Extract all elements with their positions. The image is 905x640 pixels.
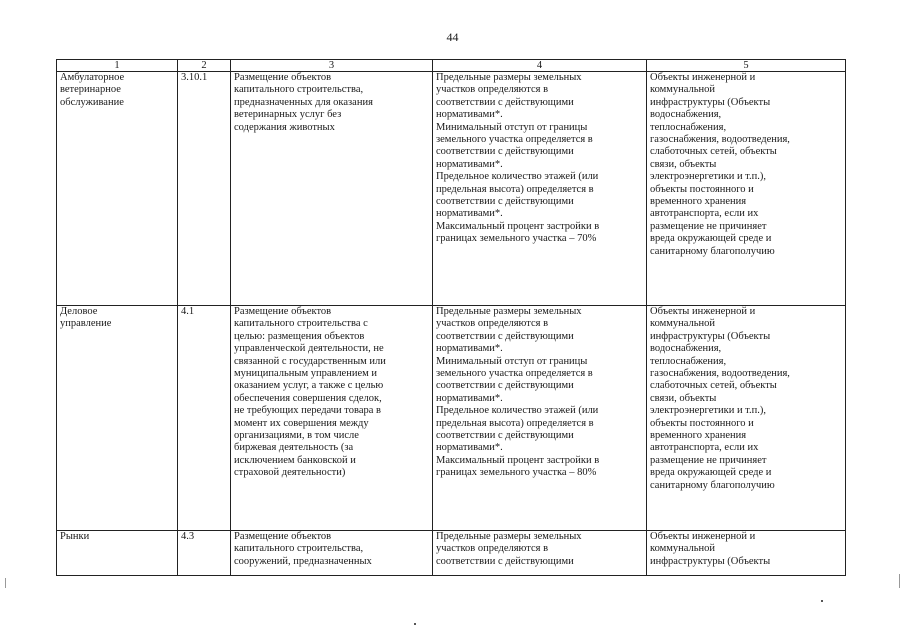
parameters-cell: Предельные размеры земельных участков определяются в соответствии с действующими <box>433 531 647 576</box>
scan-speck <box>899 574 900 588</box>
use-description-cell: Размещение объектов капитального строительства, предназначенных для оказания ветеринарных услуг без содержания животных <box>231 72 433 306</box>
use-name-cell: Деловое управление <box>57 306 178 531</box>
zoning-table <box>56 59 846 576</box>
table-header-row <box>57 60 846 72</box>
use-description-cell: Размещение объектов капитального строительства с целью: размещения объектов управленческой деятельности, не связанной с государственным или муниципальным управлением и оказанием услуг, а также с целью обеспечения совершения сделок, не требующих передачи товара в момент их совершения между организациями, в том числе биржевая деятельность (за исключением банковской и страховой деятельности) <box>231 306 433 531</box>
column-header-2: 2 <box>178 60 231 72</box>
use-code-cell: 4.1 <box>178 306 231 531</box>
auxiliary-uses-cell: Объекты инженерной и коммунальной инфраструктуры (Объекты водоснабжения, теплоснабжения, газоснабжения, водоотведения, слаботочных сетей, объекты связи, объекты электроэнергетики и т.п.), объекты постоянного и временного хранения автотранспорта, если их размещение не причиняет вреда окружающей среде и санитарному благополучию <box>647 306 846 531</box>
parameters-cell: Предельные размеры земельных участков определяются в соответствии с действующими нормативами*. Минимальный отступ от границы земельного участка определяется в соответствии с действующими нормативами*. Предельное количество этажей (или предельная высота) определяется в соответствии с действующими нормативами*. Максимальный процент застройки в границах земельного участка – 70% <box>433 72 647 306</box>
column-header-3: 3 <box>231 60 433 72</box>
column-header-5: 5 <box>647 60 846 72</box>
use-name-cell: Амбулаторное ветеринарное обслуживание <box>57 72 178 306</box>
table-row <box>57 72 846 306</box>
parameters-cell: Предельные размеры земельных участков определяются в соответствии с действующими нормативами*. Минимальный отступ от границы земельного участка определяется в соответствии с действующими нормативами*. Предельное количество этажей (или предельная высота) определяется в соответствии с действующими нормативами*. Максимальный процент застройки в границах земельного участка – 80% <box>433 306 647 531</box>
table-row <box>57 531 846 576</box>
use-name-cell: Рынки <box>57 531 178 576</box>
column-header-1: 1 <box>57 60 178 72</box>
column-header-4: 4 <box>433 60 647 72</box>
use-description-cell: Размещение объектов капитального строительства, сооружений, предназначенных <box>231 531 433 576</box>
auxiliary-uses-cell: Объекты инженерной и коммунальной инфраструктуры (Объекты водоснабжения, теплоснабжения, газоснабжения, водоотведения, слаботочных сетей, объекты связи, объекты электроэнергетики и т.п.), объекты постоянного и временного хранения автотранспорта, если их размещение не причиняет вреда окружающей среде и санитарному благополучию <box>647 72 846 306</box>
use-code-cell: 4.3 <box>178 531 231 576</box>
scan-speck <box>5 578 6 588</box>
auxiliary-uses-cell: Объекты инженерной и коммунальной инфраструктуры (Объекты <box>647 531 846 576</box>
use-code-cell: 3.10.1 <box>178 72 231 306</box>
table-row <box>57 306 846 531</box>
scan-speck <box>414 623 416 625</box>
scan-speck <box>821 600 823 602</box>
page-number: 44 <box>446 30 459 44</box>
